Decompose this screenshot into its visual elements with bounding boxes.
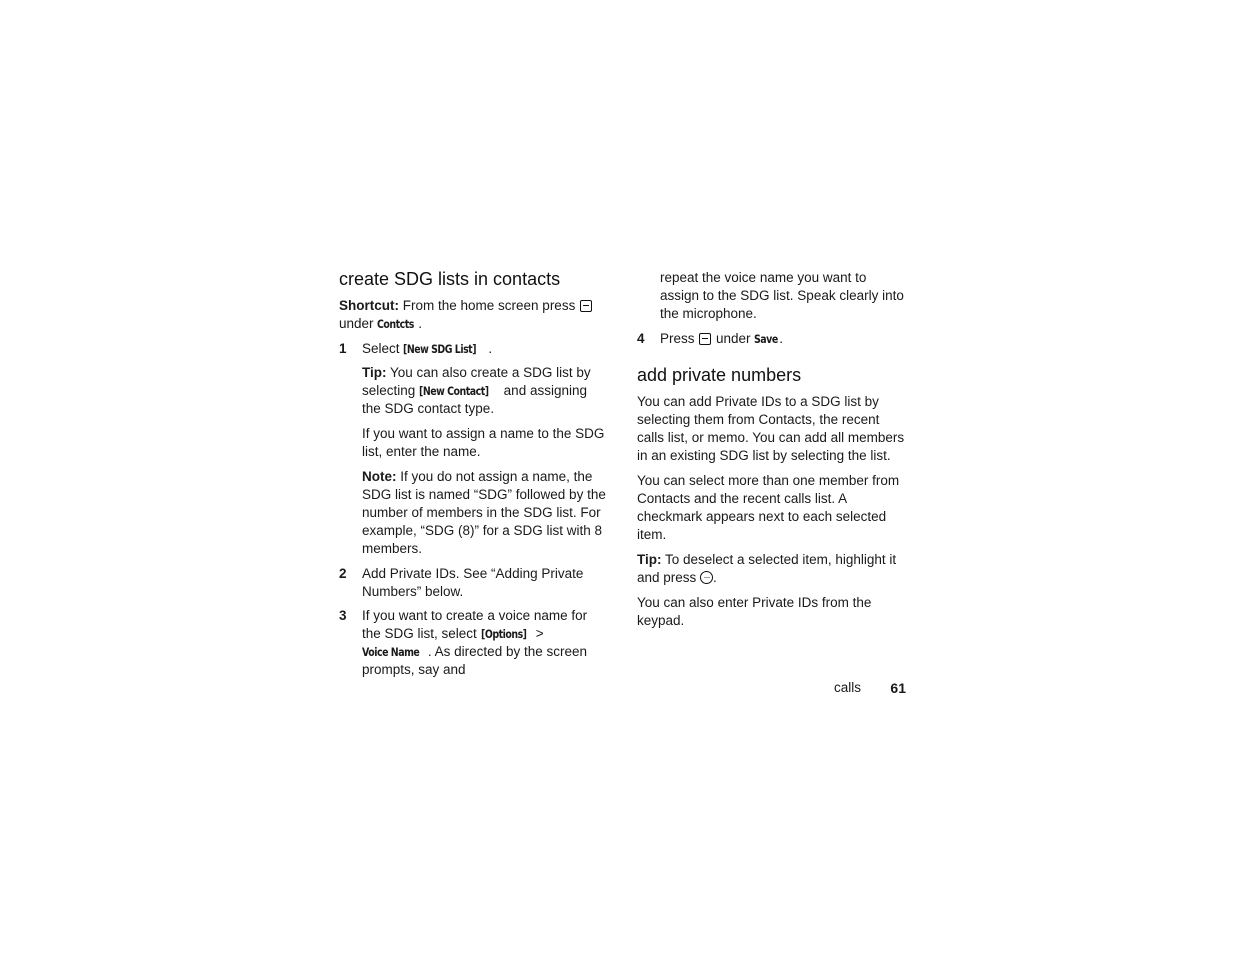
shortcut-label: Shortcut: [339, 298, 399, 313]
step-number: 1 [339, 341, 347, 356]
step-4-post: . [779, 331, 784, 346]
shortcut-text-1: From the home screen press [399, 298, 580, 313]
shortcut-end: . [418, 316, 423, 331]
note-paragraph [339, 468, 607, 558]
step-number: 2 [339, 566, 347, 581]
step-4-pre: Press [660, 331, 699, 346]
deselect-tip-paragraph [637, 551, 905, 587]
step-1 [339, 340, 607, 358]
section-heading-add-private: add private numbers [637, 365, 802, 385]
step-number: 3 [339, 608, 347, 623]
tip-text-1: You can also create a SDG list by selecting [362, 365, 591, 398]
step-1-post: . [488, 341, 493, 356]
step-3-text-2: . As directed by the screen prompts, say and [362, 644, 587, 677]
step-3-sep: > [532, 626, 544, 641]
step-number: 4 [637, 331, 645, 346]
deselect-tip-text: To deselect a selected item, highlight it and press [637, 552, 897, 585]
step-3-continuation: repeat the voice name you want to assign to the SDG list. Speak clearly into the microphone. [660, 270, 904, 321]
private-para-1: You can add Private IDs to a SDG list by selecting them from Contacts, the recent calls list, or memo. You can add all members in an existing SDG list by selecting the list. [637, 394, 905, 463]
note-label: Note: [362, 469, 397, 484]
right-column [637, 269, 905, 637]
soft-key-icon [699, 333, 711, 345]
left-column [339, 268, 607, 685]
step-3-text-1: If you want to create a voice name for the SDG list, select [362, 608, 588, 641]
section-heading-create-sdg: create SDG lists in contacts [339, 269, 561, 289]
tip-label: Tip: [362, 365, 387, 380]
shortcut-paragraph [339, 297, 607, 333]
step-4-ui-save: Save [754, 332, 779, 346]
footer-section-name: calls [833, 680, 861, 695]
center-nav-key-icon [700, 571, 713, 584]
step-3-ui-voice-name: Voice Name [362, 645, 420, 659]
step-2-text: Add Private IDs. See “Adding Private Numbers” below. [362, 566, 584, 599]
page-footer [780, 680, 906, 698]
step-4-mid: under [712, 331, 755, 346]
private-para-2: You can select more than one member from Contacts and the recent calls list. A checkmark appears next to each selected item. [637, 473, 900, 542]
tip-text-2: and assigning the SDG contact type. [362, 383, 587, 416]
shortcut-ui-contcts: Contcts [377, 317, 415, 331]
shortcut-text-2: under [339, 316, 378, 331]
step-2 [339, 565, 607, 601]
assign-name-paragraph: If you want to assign a name to the SDG list, enter the name. [362, 426, 605, 459]
page-number: 61 [890, 680, 906, 696]
tip-ui-new-contact: [New Contact] [419, 384, 489, 398]
deselect-tip-end: . [713, 570, 717, 585]
note-text: If you do not assign a name, the SDG list is named “SDG” followed by the number of members in the SDG list. For example, “SDG (8)” for a SDG list with 8 members. [362, 469, 606, 556]
soft-key-icon [580, 300, 592, 312]
step-1-ui-new-sdg-list: [New SDG List] [403, 342, 477, 356]
step-1-pre: Select [362, 341, 404, 356]
step-3 [339, 607, 607, 679]
step-4 [637, 330, 905, 348]
step-3-ui-options: [Options] [480, 627, 527, 641]
private-para-3: You can also enter Private IDs from the keypad. [637, 595, 872, 628]
tip-paragraph [339, 364, 607, 418]
tip-label: Tip: [637, 552, 662, 567]
